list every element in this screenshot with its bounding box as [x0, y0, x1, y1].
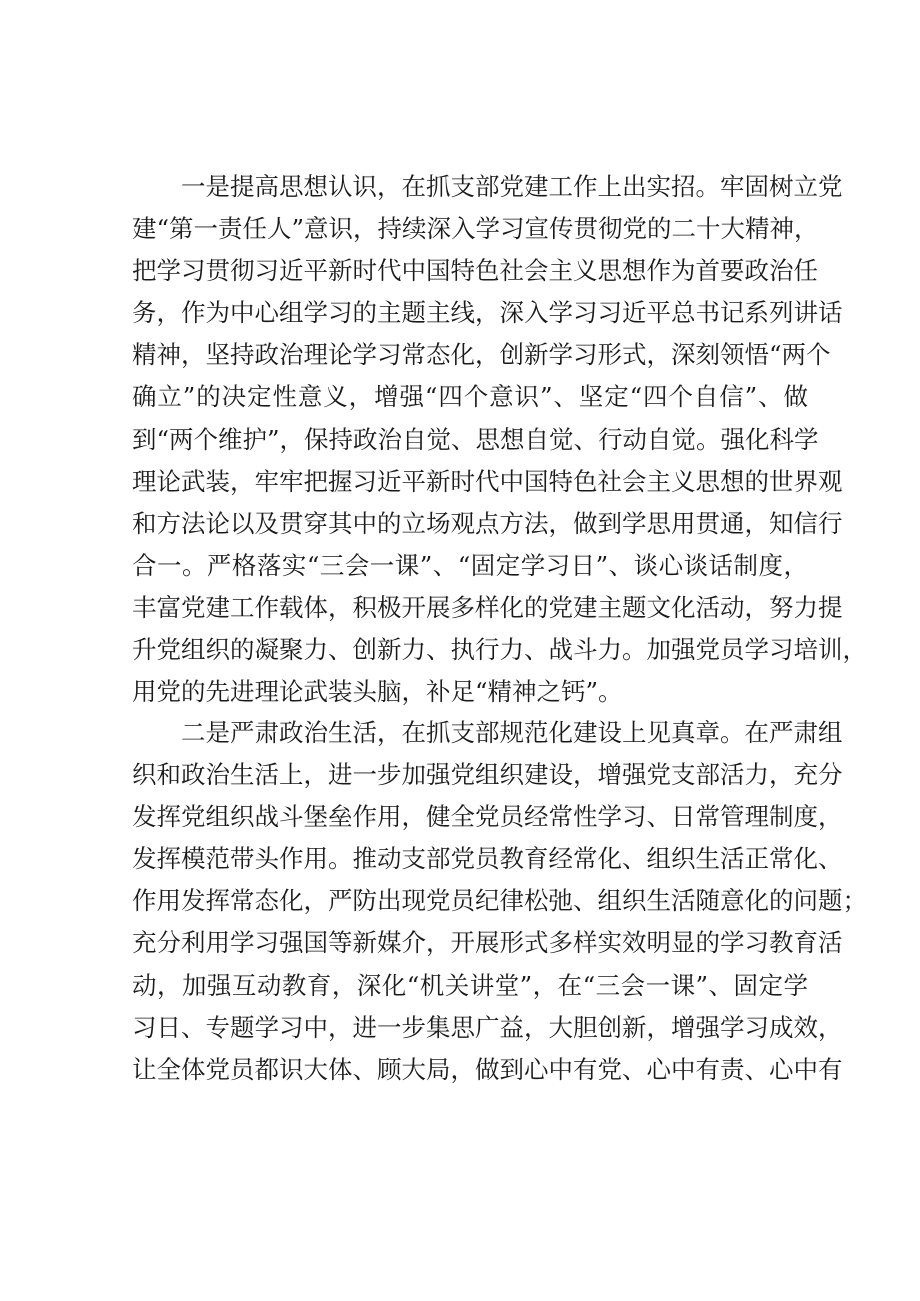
paragraph-line: 确立”的决定性意义，增强“四个意识”、坚定“四个自信”、做 — [132, 382, 808, 412]
paragraph-line: 丰富党建工作载体，积极开展多样化的党建主题文化活动，努力提 — [132, 592, 843, 622]
paragraph-line: 精神，坚持政治理论学习常态化，创新学习形式，深刻领悟“两个 — [132, 340, 831, 370]
paragraph-line: 用党的先进理论武装头脑，补足“精神之钙”。 — [132, 677, 623, 707]
paragraph-line: 动，加强互动教育，深化“机关讲堂”，在“三会一课”、固定学 — [132, 970, 808, 1000]
paragraph-line: 和方法论以及贯穿其中的立场观点方法，做到学思用贯通，知信行 — [132, 508, 843, 538]
paragraph-line: 把学习贯彻习近平新时代中国特色社会主义思想作为首要政治任 — [132, 256, 818, 286]
paragraph-line: 让全体党员都识大体、顾大局，做到心中有党、心中有责、心中有 — [132, 1054, 843, 1084]
paragraph-2 — [132, 712, 867, 1091]
paragraph-line: 到“两个维护”，保持政治自觉、思想自觉、行动自觉。强化科学 — [132, 424, 819, 454]
paragraph-line: 习日、专题学习中，进一步集思广益，大胆创新，增强学习成效， — [132, 1012, 843, 1042]
paragraph-line: 二是严肃政治生活，在抓支部规范化建设上见真章。在严肃组 — [181, 718, 843, 747]
paragraph-line: 织和政治生活上，进一步加强党组织建设，增强党支部活力，充分 — [132, 760, 843, 790]
paragraph-line: 务，作为中心组学习的主题主线，深入学习习近平总书记系列讲话 — [132, 298, 843, 328]
paragraph-line: 合一。严格落实“三会一课”、“固定学习日”、谈心谈话制度， — [132, 550, 808, 580]
paragraph-line: 建“第一责任人”意识，持续深入学习宣传贯彻党的二十大精神， — [132, 214, 819, 244]
paragraph-line: 一是提高思想认识，在抓支部党建工作上出实招。牢固树立党 — [181, 172, 843, 201]
paragraph-line: 作用发挥常态化，严防出现党员纪律松弛、组织生活随意化的问题； — [132, 886, 867, 916]
paragraph-1 — [132, 166, 867, 713]
paragraph-line: 发挥模范带头作用。推动支部党员教育经常化、组织生活正常化、 — [132, 844, 843, 874]
paragraph-line: 发挥党组织战斗堡垒作用，健全党员经常性学习、日常管理制度， — [132, 802, 843, 832]
paragraph-line: 理论武装，牢牢把握习近平新时代中国特色社会主义思想的世界观 — [132, 466, 843, 496]
paragraph-line: 充分利用学习强国等新媒介，开展形式多样实效明显的学习教育活 — [132, 928, 843, 958]
paragraph-line: 升党组织的凝聚力、创新力、执行力、战斗力。加强党员学习培训， — [132, 635, 867, 665]
